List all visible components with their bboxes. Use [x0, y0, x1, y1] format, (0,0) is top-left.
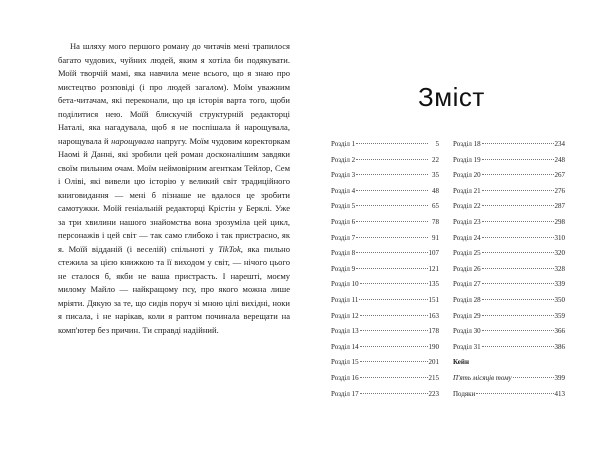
toc-entry	[453, 156, 565, 172]
toc-entry-label: Розділ 9	[331, 264, 356, 273]
toc-leader-dots	[356, 236, 428, 238]
toc-entry-label: Розділ 25	[453, 249, 481, 258]
toc-entry-label: Розділ 4	[331, 186, 356, 195]
toc-entry	[453, 171, 565, 187]
toc-entry-page: 399	[554, 373, 565, 382]
toc-leader-dots	[482, 282, 554, 284]
toc-entry-page: 359	[554, 311, 565, 320]
toc-entry-label: Розділ 30	[453, 327, 481, 336]
ack-text-3: , яка пильно стежила за цією книжкою та її виходом у світ, — нічого цього не сталося б, якби не ваша пристрасть. І нарешті, моєму милому Майло — найкращому псу, про якого можна лише мріяти. Дякую за те, що сидів поруч зі мною цілі вихідні, ноки я писала, і не нарікав, коли я раптом починала верещати на комп'ютер без причин. Ти справді надійний.	[58, 243, 290, 335]
toc-entry	[453, 327, 565, 343]
toc-entry-label: Розділ 3	[331, 171, 356, 180]
toc-entry	[331, 327, 439, 343]
toc-leader-dots	[482, 298, 554, 300]
toc-entry	[331, 390, 439, 406]
toc-entry-label: Розділ 13	[331, 327, 359, 336]
toc-leader-dots	[360, 360, 428, 362]
toc-entry	[331, 156, 439, 172]
toc-leader-dots	[360, 392, 428, 394]
ack-text-1: На шляху мого першого роману до читачів мені трапилося багато чудових, чуйних людей, яким я хотіла би подякувати. Моїй творчій мамі, яка навчила мене всього, що я знаю про мистецтво розповіді (і про людей загалом). Моїм уважним бета-читачам, які переконали, що ця історія варта того, щоби поділитися нею. Моїй блискучій структурній редакторці Наталі, яка нагадувала, щоб я не поспішала й нарощувала, нарощувала й	[58, 41, 290, 146]
toc-entry-page: 320	[554, 249, 565, 258]
toc-leader-dots	[482, 142, 554, 144]
toc-entry-label: Розділ 5	[331, 202, 356, 211]
toc-entry-page: 298	[554, 217, 565, 226]
toc-entry	[453, 390, 565, 406]
toc-leader-dots	[482, 345, 554, 347]
toc-entry-page: 65	[432, 202, 439, 211]
toc-entry-page: 78	[432, 217, 439, 226]
toc-leader-dots	[482, 220, 554, 222]
toc-entry-label: Розділ 19	[453, 155, 481, 164]
toc-entry	[331, 296, 439, 312]
toc-entry	[453, 218, 565, 234]
toc-entry	[453, 249, 565, 265]
toc-entry-label: Розділ 20	[453, 171, 481, 180]
toc-entry-page: 163	[428, 311, 439, 320]
toc-entry-label: Розділ 27	[453, 280, 481, 289]
toc-entry-label: Розділ 18	[453, 140, 481, 148]
ack-text-italic-1: нарощувала	[111, 135, 155, 146]
acknowledgements-page	[58, 40, 290, 337]
toc-entry	[453, 358, 565, 374]
toc-entry	[453, 140, 565, 156]
ack-text-2: напругу. Моїм чудовим коректоркам Наомі й Данні, які зробили цей роман досконалішим завдяки своїм пильним очам. Моїм неймовірним агенткам Тейлор, Сем і Оліві, які вивели цю історію у великий світ традиційного книговидання — мені б пізнаше не вдалося це зробити самотужки. Моїй геніальній редакторці Крістін у Берклі. Уже за три хвилини нашого знайомства вона зрозуміла цей цикл, персонажів і цей світ — так само глибоко і так пристрасно, як я. Моїй відданій (і веселій) спільноті у	[58, 135, 290, 254]
toc-entry-label: П'ять місяців тому	[453, 373, 512, 382]
toc-leader-dots	[482, 189, 554, 191]
toc-leader-dots	[482, 314, 554, 316]
toc-leader-dots	[360, 314, 428, 316]
toc-entry	[331, 140, 439, 156]
toc-entry-page: 91	[432, 233, 439, 242]
toc-leader-dots	[356, 220, 428, 222]
toc-entry	[331, 374, 439, 390]
toc-entry-page: 22	[432, 155, 439, 164]
toc-entry-page: 5	[435, 140, 439, 148]
toc-entry-page: 223	[428, 389, 439, 398]
toc-entry	[453, 312, 565, 328]
toc-entry	[331, 265, 439, 281]
toc-entry-page: 339	[554, 280, 565, 289]
toc-entry-page: 328	[554, 264, 565, 273]
toc-entry-page: 350	[554, 295, 565, 304]
toc-entry-page: 190	[428, 342, 439, 351]
toc-leader-dots	[482, 236, 554, 238]
toc-leader-dots	[482, 251, 554, 253]
toc-entry	[453, 374, 565, 390]
toc-entry-label: Розділ 29	[453, 311, 481, 320]
toc-right-column	[453, 140, 565, 405]
toc-entry-label: Подяки	[453, 389, 476, 398]
toc-entry-page: 413	[554, 389, 565, 398]
toc-leader-dots	[476, 392, 553, 394]
toc-leader-dots	[356, 189, 428, 191]
toc-entry	[331, 187, 439, 203]
toc-entry-page: 135	[428, 280, 439, 289]
toc-entry-label: Розділ 24	[453, 233, 481, 242]
toc-entry-page: 151	[428, 295, 439, 304]
toc-entry-label: Розділ 28	[453, 295, 481, 304]
toc-entry-page: 276	[554, 186, 565, 195]
toc-left-column	[331, 140, 439, 405]
toc-entry	[331, 171, 439, 187]
toc-entry-label: Розділ 17	[331, 389, 359, 398]
toc-entry-page: 234	[554, 140, 565, 148]
toc-leader-dots	[356, 204, 428, 206]
toc-leader-dots	[482, 173, 554, 175]
toc-entry	[453, 296, 565, 312]
toc-leader-dots	[482, 204, 554, 206]
toc-entry-label: Розділ 21	[453, 186, 481, 195]
toc-entry	[331, 202, 439, 218]
toc-entry	[453, 280, 565, 296]
toc-entry-label: Розділ 26	[453, 264, 481, 273]
toc-entry-page: 310	[554, 233, 565, 242]
toc-entry-page: 178	[428, 327, 439, 336]
toc-leader-dots	[482, 158, 554, 160]
toc-entry-label: Кейн	[453, 358, 469, 367]
toc-entry-page: 267	[554, 171, 565, 180]
toc-leader-dots	[356, 142, 428, 144]
toc-entry-page: 35	[432, 171, 439, 180]
toc-leader-dots	[359, 298, 427, 300]
toc-title: Зміст	[418, 82, 485, 112]
toc-entry-page: 121	[428, 264, 439, 273]
toc-entry-page: 386	[554, 342, 565, 351]
toc-leader-dots	[513, 376, 554, 378]
toc-entry-label: Розділ 22	[453, 202, 481, 211]
toc-entry-page: 287	[554, 202, 565, 211]
toc-leader-dots	[482, 267, 554, 269]
toc-entry-label: Розділ 23	[453, 217, 481, 226]
toc-entry-label: Розділ 16	[331, 373, 359, 382]
toc-entry-label: Розділ 1	[331, 140, 356, 148]
toc-entry-label: Розділ 10	[331, 280, 359, 289]
toc-entry-page: 107	[428, 249, 439, 258]
toc-entry-label: Розділ 31	[453, 342, 481, 351]
toc-entry-label: Розділ 6	[331, 217, 356, 226]
toc-entry-label: Розділ 12	[331, 311, 359, 320]
toc-leader-dots	[356, 267, 427, 269]
toc-entry	[453, 265, 565, 281]
toc-entry-page: 248	[554, 155, 565, 164]
toc-entry	[331, 218, 439, 234]
toc-entry-label: Розділ 15	[331, 358, 359, 367]
toc-leader-dots	[360, 376, 428, 378]
ack-text-italic-2: TikTok	[218, 243, 241, 254]
toc-entry-label: Розділ 11	[331, 295, 359, 304]
toc-entry-label: Розділ 7	[331, 233, 356, 242]
toc-entry-label: Розділ 8	[331, 249, 356, 258]
toc-leader-dots	[360, 329, 428, 331]
toc-entry	[331, 249, 439, 265]
toc-entry	[453, 187, 565, 203]
toc-entry	[331, 343, 439, 359]
toc-leader-dots	[356, 251, 427, 253]
toc-entry	[453, 234, 565, 250]
toc-entry-page: 48	[432, 186, 439, 195]
toc-leader-dots	[356, 173, 428, 175]
toc-leader-dots	[482, 329, 554, 331]
acknowledgements-paragraph	[58, 40, 290, 337]
toc-entry	[453, 202, 565, 218]
toc-entry	[331, 312, 439, 328]
toc-entry-page: 215	[428, 373, 439, 382]
toc-leader-dots	[360, 345, 428, 347]
toc-entry-label: Розділ 14	[331, 342, 359, 351]
toc-entry-page: 366	[554, 327, 565, 336]
toc-entry	[331, 234, 439, 250]
toc-entry	[453, 343, 565, 359]
toc-entry-page: 201	[428, 358, 439, 367]
toc-leader-dots	[356, 158, 428, 160]
toc-entry-label: Розділ 2	[331, 155, 356, 164]
toc-leader-dots	[360, 282, 428, 284]
toc-entry	[331, 358, 439, 374]
toc-entry	[331, 280, 439, 296]
